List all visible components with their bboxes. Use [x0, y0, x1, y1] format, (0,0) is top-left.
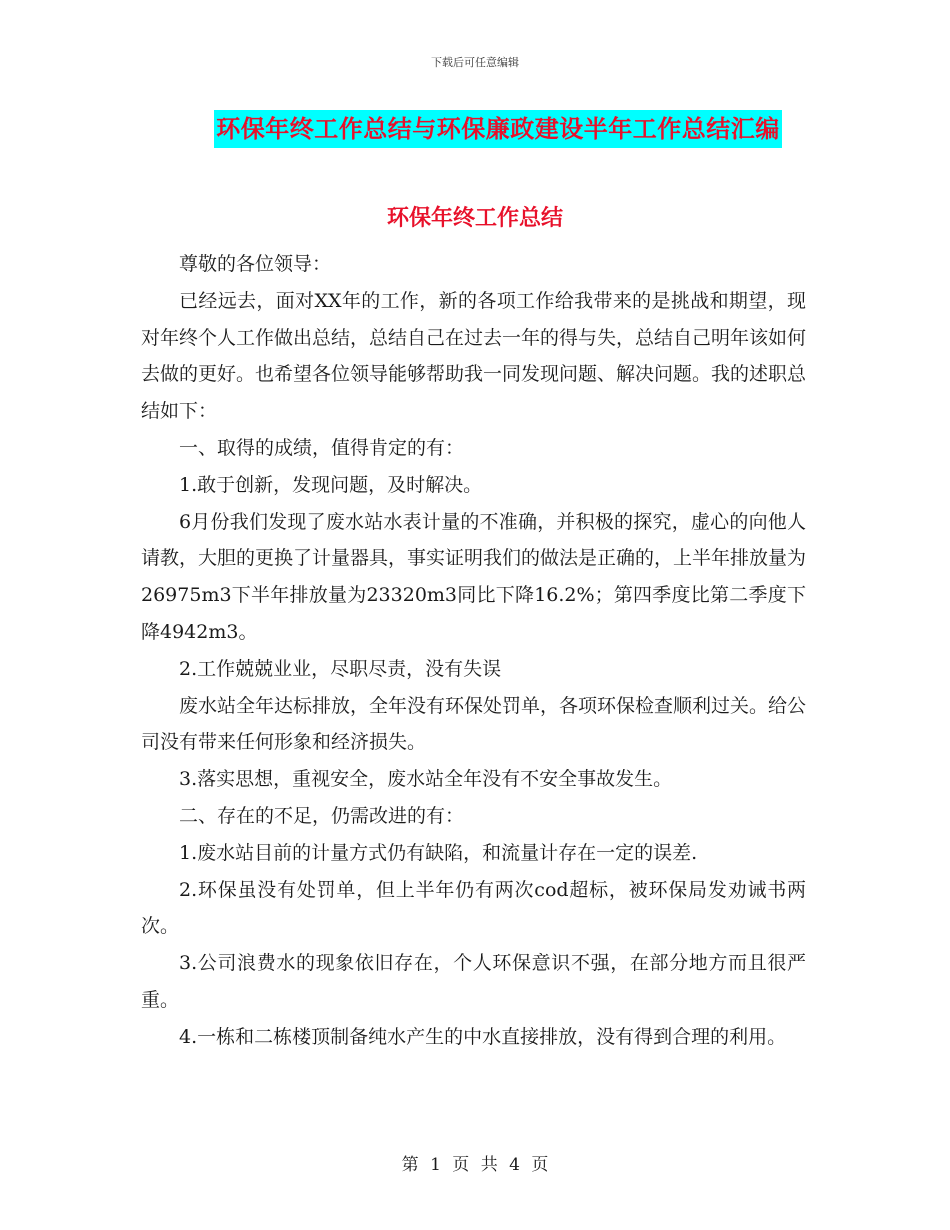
- paragraph-body: 6月份我们发现了废水站水表计量的不准确，并积极的探究，虚心的向他人请教，大胆的更换了计量器具，事实证明我们的做法是正确的，上半年排放量为26975m3下半年排放量为23320m3同比下降16.2%；第四季度比第二季度下降4942m3。: [141, 510, 807, 643]
- document-body: [141, 246, 806, 1056]
- paragraph-body: 废水站全年达标排放，全年没有环保处罚单，各项环保检查顺利过关。给公司没有带来任何形象和经济损失。: [141, 694, 807, 754]
- main-title-container: [0, 110, 950, 148]
- page-footer: 第 1 页 共 4 页: [401, 1155, 549, 1175]
- paragraph-salutation: 尊敬的各位领导：: [179, 253, 332, 275]
- paragraph-item: 3.落实思想，重视安全，废水站全年没有不安全事故发生。: [179, 768, 673, 791]
- paragraph-item: 3.公司浪费水的现象依旧存在，个人环保意识不强，在部分地方而且很严重。: [141, 952, 806, 1011]
- paragraph-intro: 已经远去，面对XX年的工作，新的各项工作给我带来的是挑战和期望，现对年终个人工作做出总结，总结自己在过去一年的得与失，总结自己明年该如何去做的更好。也希望各位领导能够帮助我一同发现问题、解决问题。我的述职总结如下：: [141, 289, 807, 423]
- section-title: 环保年终工作总结: [386, 205, 563, 231]
- main-title: 环保年终工作总结与环保廉政建设半年工作总结汇编: [214, 110, 782, 148]
- paragraph-item: 1.敢于创新，发现问题，及时解决。: [179, 473, 483, 496]
- paragraph-heading-achievements: 一、取得的成绩，值得肯定的有：: [179, 436, 465, 459]
- paragraph-item: 4.一栋和二栋楼顶制备纯水产生的中水直接排放，没有得到合理的利用。: [179, 1025, 787, 1048]
- paragraph-item: 2.工作兢兢业业，尽职尽责，没有失误: [179, 657, 502, 680]
- page-header-note: 下载后可任意编辑: [431, 56, 519, 69]
- paragraph-item: 2.环保虽没有处罚单，但上半年仍有两次cod超标，被环保局发劝诫书两次。: [141, 878, 806, 938]
- paragraph-heading-shortcomings: 二、存在的不足，仍需改进的有：: [179, 804, 465, 827]
- paragraph-item: 1.废水站目前的计量方式仍有缺陷，和流量计存在一定的误差.: [179, 841, 698, 864]
